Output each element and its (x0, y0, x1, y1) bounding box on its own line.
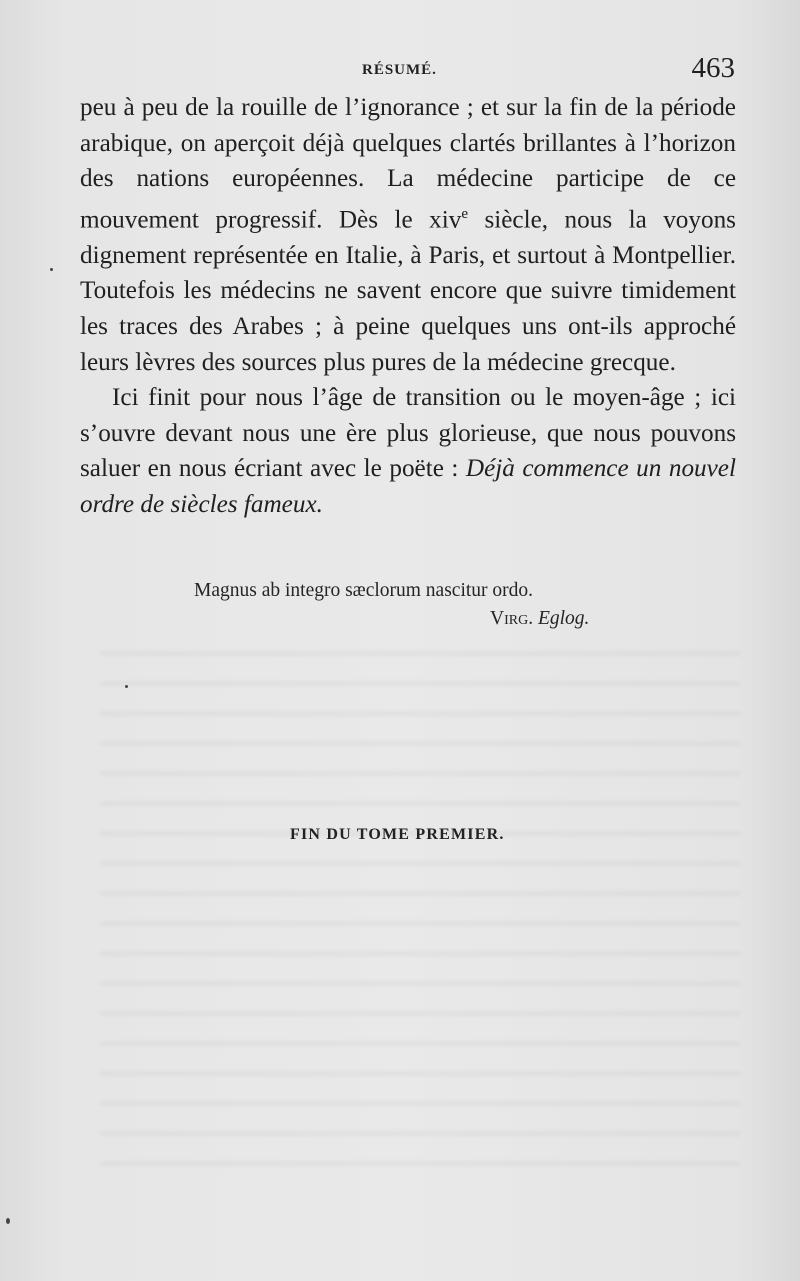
verse-attribution (490, 608, 589, 630)
body-text (80, 90, 736, 523)
ink-speck (6, 1218, 10, 1224)
paragraph-2-italic-quote: Déjà commence un nouvel ordre de siècles fameux. (80, 455, 736, 518)
paragraph-2-text: Ici finit pour nous l’âge de transition ou le moyen-âge ; ici s’ouvre devant nous une ère plus glorieuse, que nous pouvons saluer en nous écriant avec le poëte : (80, 384, 736, 483)
ink-speck (125, 685, 128, 688)
paragraph-1 (80, 90, 736, 380)
end-of-volume: FIN DU TOME PREMIER. (290, 826, 505, 843)
paragraph-2 (80, 380, 736, 522)
attribution-work: Eglog. (537, 608, 590, 629)
latin-verse: Magnus ab integro sæclorum nascitur ordo. (194, 580, 534, 601)
ink-speck (50, 268, 53, 271)
page-header (80, 52, 735, 86)
paragraph-1-text: peu à peu de la rouille de l’ignorance ; et sur la fin de la période arabique, on aperçoit déjà quelques clartés brillantes à l’horizon des nations européennes. La médecine participe de ce mouvement progressif. Dès le xiv (80, 94, 736, 234)
running-head: RÉSUMÉ. (362, 62, 437, 78)
attribution-author: Virg. (490, 608, 534, 629)
paragraph-1-continuation: siècle, nous la voyons dignement représentée en Italie, à Paris, et surtout à Montpellier. Toutefois les médecins ne savent encore que suivre timidement les traces des Arabes ; à peine quelques uns ont-ils approché leurs lèvres des sources plus pures de la médecine grecque. (80, 206, 736, 376)
bleed-through-texture (100, 630, 740, 1190)
page-number: 463 (691, 52, 735, 84)
century-superscript: e (461, 205, 468, 222)
